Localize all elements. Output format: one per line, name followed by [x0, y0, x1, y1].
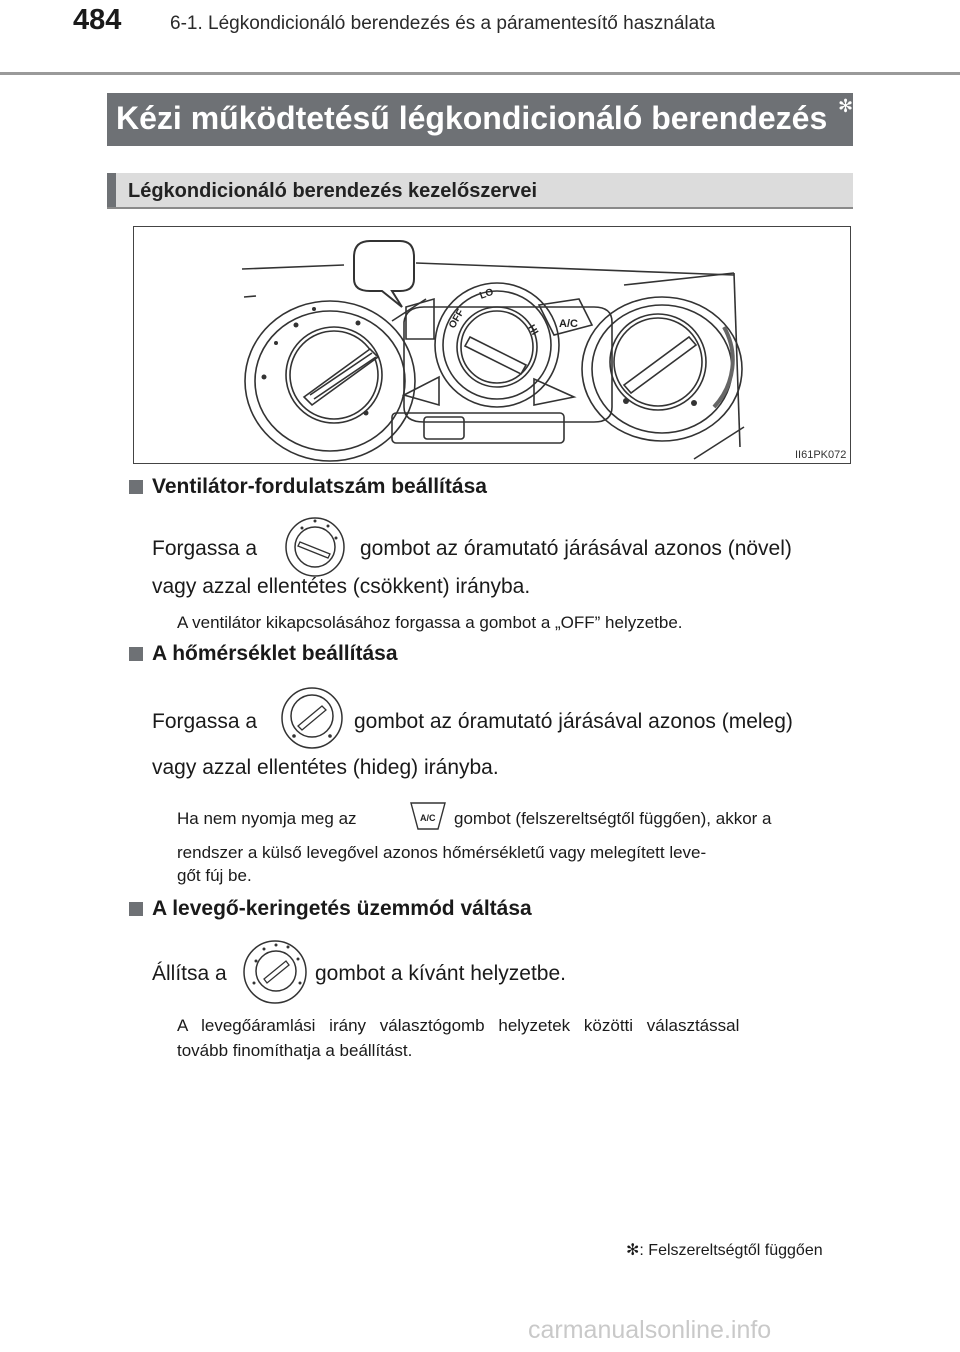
control-panel-illustration [134, 227, 852, 465]
note-text: Ha nem nyomja meg az [177, 809, 357, 828]
note-text: rendszer a külső levegővel azonos hőmérsékletű vagy melegített leve- [177, 843, 707, 862]
header-rule [0, 72, 960, 75]
ac-button-icon [408, 800, 448, 832]
ac-icon-label: A/C [420, 813, 436, 823]
section-marker [129, 902, 143, 916]
body-text: Forgassa a [152, 710, 258, 733]
figure-code: II61PK072 [795, 449, 847, 461]
ac-button-label: A/C [559, 318, 578, 330]
section-marker [129, 480, 143, 494]
note-text: gombot (felszereltségtől függően), akkor a [454, 809, 772, 828]
section-marker [129, 647, 143, 661]
note-text: tovább finomíthatja a beállítást. [177, 1041, 413, 1060]
body-text: Állítsa a [152, 962, 227, 985]
subsection-underline [107, 207, 853, 209]
note-text: A ventilátor kikapcsolásához forgassa a gombot a „OFF” helyzetbe. [177, 613, 683, 632]
section-heading: Ventilátor-fordulatszám beállítása [152, 475, 487, 498]
body-text: Forgassa a [152, 537, 258, 560]
note-text: gőt fúj be. [177, 866, 252, 885]
airflow-knob-icon [242, 939, 308, 1005]
watermark: carmanualsonline.info [528, 1316, 772, 1344]
note-text: A levegőáramlási irány választógomb helyzetek közötti választással [177, 1016, 740, 1035]
body-text: gombot a kívánt helyzetbe. [315, 962, 566, 985]
subsection-title: Légkondicionáló berendezés kezelőszervei [128, 180, 538, 202]
body-text: vagy azzal ellentétes (csökkent) irányba. [152, 575, 531, 598]
page-title: Kézi működtetésű légkondicionáló berendezés [116, 100, 828, 136]
fan-hi-label: HI [525, 323, 540, 338]
section-heading: A levegő-keringetés üzemmód váltása [152, 897, 532, 920]
optional-equipment-star: ✻ [838, 96, 854, 116]
control-panel-figure [133, 226, 851, 464]
fan-knob-icon [284, 516, 346, 578]
fan-off-label: OFF [447, 307, 467, 331]
footnote-text: : Felszereltségtől függően [639, 1242, 823, 1259]
page-number: 484 [73, 4, 122, 36]
section-heading: A hőmérséklet beállítása [152, 642, 398, 665]
subsection-accent [107, 173, 116, 209]
body-text: gombot az óramutató járásával azonos (meleg) [354, 710, 793, 733]
fan-lo-label: LO [478, 286, 496, 302]
footnote [626, 1240, 823, 1260]
chapter-title: 6-1. Légkondicionáló berendezés és a páramentesítő használata [170, 13, 716, 34]
temperature-knob-icon [280, 686, 344, 750]
footnote-star: ✻ [626, 1242, 640, 1259]
body-text: gombot az óramutató járásával azonos (növel) [360, 537, 792, 560]
body-text: vagy azzal ellentétes (hideg) irányba. [152, 756, 499, 779]
